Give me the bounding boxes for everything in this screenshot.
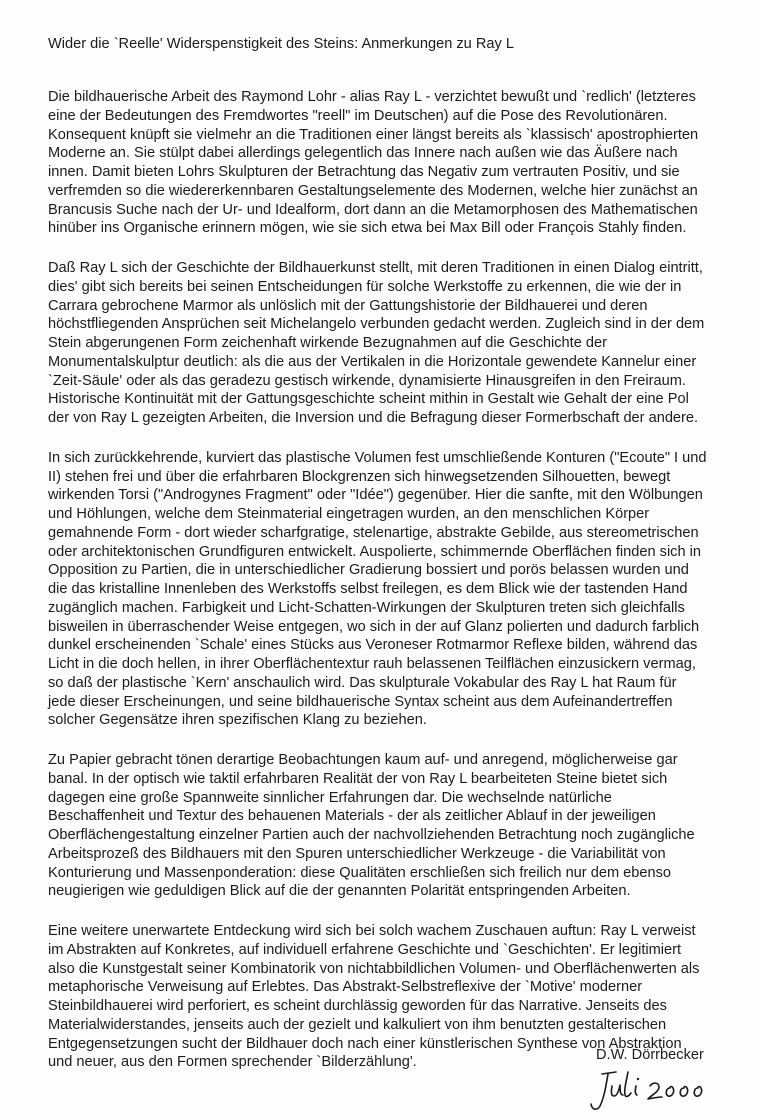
text-line: Eine weitere unerwartete Entdeckung wird sich bei solch wachem Zuschauen auftun: Ray L verweist — [48, 923, 696, 939]
text-line: verfremden so die wiedererkennbaren Gestaltungselemente des Modernen, welche hier zunächst an — [48, 182, 698, 199]
text-line: und Höhlungen, welche dem Steinmaterial eingetragen wurden, an den menschlichen Körper — [48, 506, 650, 522]
text-line: Daß Ray L sich der Geschichte der Bildhauerkunst stellt, mit deren Traditionen in einen Dialog eintritt, — [48, 260, 703, 276]
text-line: Monumentalskulptur deutlich: als die aus der Vertikalen in die Horizontale gewendete Kannelur einer — [48, 353, 697, 370]
paragraph — [48, 88, 728, 238]
document-title: Wider die `Reelle' Widerspenstigkeit des Steins: Anmerkungen zu Ray L — [48, 36, 514, 52]
text-line: Opposition zu Partien, die in unterschiedlicher Gradierung bossiert und porös belassen wurden und — [48, 562, 689, 579]
text-line: zugänglich machen. Farbigkeit und Licht-Schatten-Wirkungen der Skulpturen treten sich gleichfalls — [48, 599, 685, 616]
paragraph — [48, 751, 728, 901]
text-line: neugierigen wie geduldigen Blick auf die der genannten Polarität entspringenden Arbeiten. — [48, 883, 631, 900]
text-line: solcher Gegensätze ihren spezifischen Klang zu beziehen. — [48, 712, 427, 729]
text-line: die das kristalline Innenleben des Werkstoffs selbst freilegen, es dem Blick wie der tastenden Hand — [48, 581, 688, 597]
text-line: höchstfliegenden Ansprüchen seit Michelangelo verbunden gedacht werden. Zugleich sind in der dem — [48, 316, 705, 333]
text-line: also die Kunstgestalt seiner Kombinatorik von nichtabbildlichen Volumen- und Oberflächenwerten als — [48, 960, 700, 977]
text-line: Beschaffenheit und Textur des behauenen Materials - der als zeitlicher Ablauf in der jeweiligen — [48, 808, 656, 825]
text-line: II) stehen frei und über die erfahrbaren Blockgrenzen sich hinwegsetzenden Silhouetten, bewegt — [48, 468, 671, 485]
text-line: banal. In der optisch wie taktil erfahrbaren Realität der von Ray L bearbeiteten Steine bietet sich — [48, 770, 668, 787]
text-line: Stein abgerungenen Form zeichenhaft wirkende Bezugnahmen auf die Geschichte der — [48, 335, 607, 351]
text-line: wirkenden Torsi ("Androgynes Fragment" oder "Idée") gegenüber. Hier die sanfte, mit den Wölbungen — [48, 487, 703, 504]
text-line: bisweilen in überraschender Weise entgegen, wo sich in der auf Glanz polierten und dadurch farblich — [48, 618, 700, 635]
text-line: Arbeitsprozeß des Bildhauers mit den Spuren unterschiedlicher Werkzeuge - die Variabilität von — [48, 845, 666, 862]
text-line: dies' gibt sich bereits bei seinen Entscheidungen für solche Werkstoffe zu erkennen, die wie der in — [48, 278, 682, 295]
text-line: Konsequent knüpft sie vielmehr an die Traditionen einer längst bereits als `klassisch' apostrophierten — [48, 126, 699, 143]
handwritten-date-signature — [586, 1064, 716, 1114]
text-line: Materialwiderstandes, jenseits auch der gezielt und kalkuliert von ihm benutzten gestalterischen — [48, 1016, 667, 1033]
text-line: und neuer, aus den Formen sprechender `Bilderzählung'. — [48, 1054, 417, 1071]
text-line: gemahnende Form - dort wieder scharfgratige, stelenartige, abstrakte Gebilde, aus stereometrischen — [48, 524, 699, 541]
text-line: jede dieser Erscheinungen, und seine bildhauerische Syntax scheint aus dem Aufeinandertreffen — [48, 693, 673, 710]
text-line: Brancusis Suche nach der Ur- und Idealform, dort dann an die Metamorphosen des Mathematischen — [48, 201, 698, 218]
text-line: im Abstrakten auf Konkretes, auf individuell erfahrene Geschichte und `Geschichten'. Er legitimiert — [48, 941, 682, 958]
document-body — [48, 88, 728, 1093]
text-line: so daß der plastische `Kern' anschaulich wird. Das skulpturale Vokabular des Ray L hat Raum für — [48, 674, 677, 691]
text-line: Carrara gebrochene Marmor als unlöslich mit der Gattungshistorie der Bildhauerei und deren — [48, 297, 648, 314]
text-line: `Zeit-Säule' oder als das geradezu gestisch wirkende, dynamisierte Hinausgreifen in den Freiraum. — [48, 372, 686, 389]
text-line: Die bildhauerische Arbeit des Raymond Lohr - alias Ray L - verzichtet bewußt und `redlich' (letzteres — [48, 89, 696, 105]
text-line: Oberflächengestaltung einzelner Partien auch der nachvollziehenden Betrachtung noch zugängliche — [48, 827, 695, 843]
text-line: Entgegensetzungen sucht der Bildhauer doch nach einer künstlerischen Synthese von Abstraktion — [48, 1035, 682, 1052]
author-name: D.W. Dörrbecker — [596, 1047, 704, 1063]
text-line: metaphorische Verweisung auf Erlebtes. Das Abstrakt-Selbstreflexive der `Motive' moderner — [48, 979, 643, 996]
text-line: innen. Damit bieten Lohrs Skulpturen der Betrachtung das Negativ zum vertrauten Positiv, und sie — [48, 164, 680, 180]
paragraph — [48, 259, 728, 428]
paragraph — [48, 449, 728, 730]
text-line: oder architektonischen Grundfiguren entwickelt. Auspolierte, schimmernde Oberflächen finden sich in — [48, 543, 702, 560]
text-line: Konturierung und Massenponderation: diese Qualitäten erschließen sich freilich nur dem ebenso — [48, 864, 672, 881]
text-line: Zu Papier gebracht tönen derartige Beobachtungen kaum auf- und anregend, möglicherweise gar — [48, 752, 678, 768]
text-line: Licht in die doch hellen, in ihrer Oberflächentextur rauh belassenen Teilflächen einzusickern vermag, — [48, 656, 696, 672]
text-line: In sich zurückkehrende, kurviert das plastische Volumen fest umschließende Konturen ("Ecoute" I und — [48, 449, 707, 466]
text-line: hinüber ins Organische erinnern mögen, wie sie sich etwa bei Max Bill oder François Stahly finden. — [48, 220, 687, 237]
text-line: eine der Bedeutungen des Fremdwortes "reell" im Deutschen) auf die Pose des Revolutionären. — [48, 107, 668, 124]
text-line: dagegen eine große Spannweite sinnlicher Erfahrungen dar. Die wechselnde natürliche — [48, 789, 612, 806]
text-line: Historische Kontinuität mit der Gattungsgeschichte scheint mithin in Gestalt wie Gehalt der eine Pol — [48, 391, 689, 408]
text-line: der von Ray L gezeigten Arbeiten, die Inversion und die Befragung dieser Formerbschaft der andere. — [48, 410, 699, 426]
text-line: Steinbildhauerei wird perforiert, es scheint durchlässig geworden für das Narrative. Jenseits des — [48, 998, 667, 1014]
text-line: dunkel erscheinenden `Schale' eines Stücks aus Veroneser Rotmarmor Reflexe bilden, während das — [48, 637, 698, 654]
text-line: Moderne an. Sie stülpt dabei allerdings gelegentlich das Innere nach außen wie das Äußere nach — [48, 145, 678, 162]
